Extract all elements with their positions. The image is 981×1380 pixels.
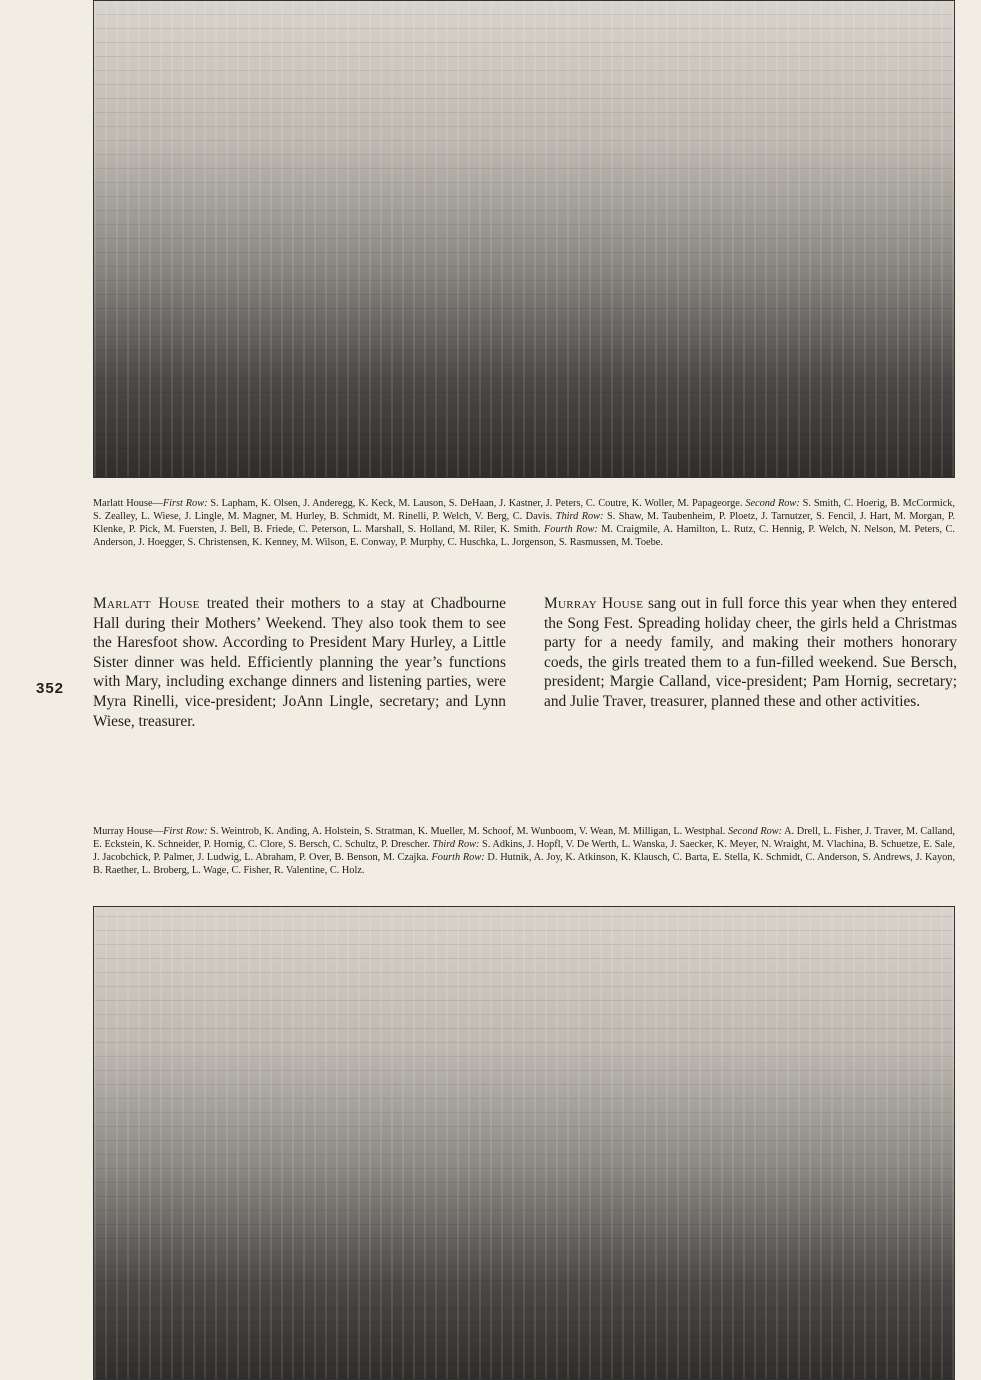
murray-house-caption [93, 825, 955, 877]
murray-house-article [544, 594, 957, 712]
marlatt-house-caption [93, 497, 955, 549]
caption-row-label: First Row: [162, 498, 208, 509]
article-text: treated their mothers to a stay at Chadbourne Hall during their Mothers’ Weekend. They also took them to see the Haresfoot show. According to President Mary Hurley, a Little Sister dinner was held. Efficiently planning the year’s functions with Mary, including exchange dinners and listening parties, were Myra Rinelli, vice-president; JoAnn Lingle, secretary; and Lynn Wiese, treasurer. [93, 595, 506, 730]
article-lead: Murray House [544, 595, 644, 612]
caption-house-name: Marlatt House— [93, 498, 163, 509]
caption-row-names: M. Craigmile, A. Hamilton, L. Rutz, C. Hennig, P. Welch, N. Nelson, M. Peters, C. Anderson, J. Hoegger, S. Christensen, K. Kenney, M. Wilson, E. Conway, P. Murphy, C. Huschka, L. Jorgenson, S. Rasmussen, M. Toebe. [93, 524, 955, 548]
caption-row-label: Third Row: [555, 511, 604, 522]
caption-row-label: Second Row: [745, 498, 800, 509]
page-number: 352 [36, 680, 65, 697]
article-lead: Marlatt House [93, 595, 200, 612]
article-text: sang out in full force this year when they entered the Song Fest. Spreading holiday cheer, the girls held a Christmas party for a needy family, and making their mothers honorary coeds, the girls treated them to a fun-filled weekend. Sue Bersch, president; Margie Calland, vice-president; Pam Hornig, secretary; and Julie Traver, treasurer, planned these and other activities. [544, 595, 957, 710]
caption-house-name: Murray House— [93, 826, 164, 837]
marlatt-house-group-photo [93, 0, 955, 478]
caption-row-names: S. Weintrob, K. Anding, A. Holstein, S. Stratman, K. Mueller, M. Schoof, M. Wunboom, V. Wean, M. Milligan, L. Westphal. [207, 826, 728, 837]
caption-row-label: Third Row: [432, 839, 480, 850]
caption-row-names: D. Hutnik, A. Joy, K. Atkinson, K. Klausch, C. Barta, E. Stella, K. Schmidt, C. Anderson, S. Andrews, J. Kayon, B. Raether, L. Broberg, L. Wage, C. Fisher, R. Valentine, C. Holz. [93, 852, 956, 876]
caption-row-names: A. Drell, L. Fisher, J. Traver, M. Calland, E. Eckstein, K. Schneider, P. Hornig, C. Clore, S. Bersch, C. Schultz, P. Drescher. [93, 826, 956, 850]
caption-row-names: S. Shaw, M. Taubenheim, P. Ploetz, J. Tarnutzer, S. Fencil, J. Hart, M. Morgan, P. Klenke, P. Pick, M. Fuersten, J. Bell, B. Friede, C. Peterson, L. Marshall, S. Holland, M. Riler, K. Smith. [93, 511, 955, 535]
caption-row-label: Fourth Row: [544, 524, 598, 535]
caption-row-names: S. Smith, C. Hoerig, B. McCormick, S. Zealley, L. Wiese, J. Lingle, M. Magner, M. Hurley, B. Schmidt, M. Rinelli, P. Welch, V. Berg, C. Davis. [93, 498, 956, 522]
marlatt-house-article [93, 594, 506, 731]
caption-row-label: Second Row: [727, 826, 783, 837]
caption-row-names: S. Lapham, K. Olsen, J. Anderegg, K. Keck, M. Lauson, S. DeHaan, J. Kastner, J. Peters, C. Coutre, K. Woller, M. Papageorge. [207, 498, 746, 509]
caption-row-label: First Row: [163, 826, 208, 837]
caption-row-label: Fourth Row: [431, 852, 485, 863]
murray-house-group-photo [93, 906, 955, 1380]
caption-row-names: S. Adkins, J. Hopfl, V. De Werth, L. Wanska, J. Saecker, K. Meyer, N. Wraight, M. Vlachina, B. Schuetze, E. Sale, J. Jacobchick, P. Palmer, J. Ludwig, L. Abraham, P. Over, B. Benson, M. Czajka. [93, 839, 955, 863]
